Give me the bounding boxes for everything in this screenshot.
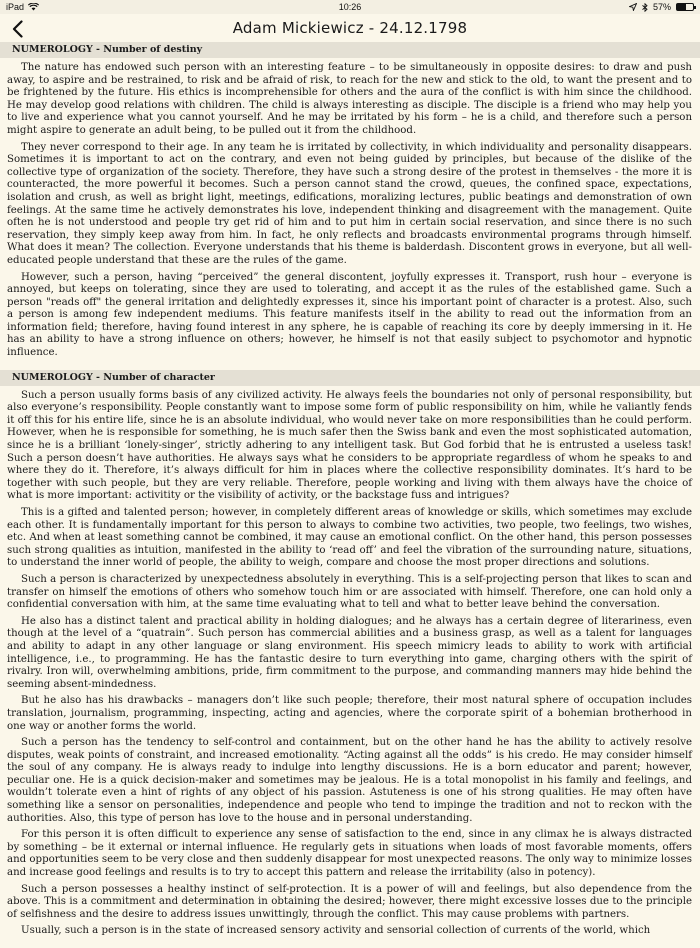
battery-percent: 57% bbox=[652, 2, 671, 12]
paragraph: However, such a person, having “perceived” the general discontent, joyfully expresses it. Transport, rush hour – everyone is annoyed, but keeps on tolerating, since they are used to tolerating, and accept it as the rules of the established game. Such a person "reads off" the general irritation and delightedly expresses it, since his important point of character is a protest. Also, such a person is among few independent mediums. This feature manifests itself in the ability to read out the information from an information field; therefore, having found interest in any sphere, he is capable of reaching its core by deeply immersing in it. He has an ability to have a strong influence on others; however, he himself is not that easily subject to psychomotor and hypnotic influence. bbox=[7, 271, 692, 359]
page-title: Adam Mickiewicz - 24.12.1798 bbox=[232, 19, 468, 37]
paragraph: They never correspond to their age. In any team he is irritated by collectivity, in which individuality and personality disappears. Sometimes it is important to act on the contrary, and even not being guided by principles, but because of the dislike of the collective type of organization of the society. Therefore, they have such a strong desire of the protest in themselves - the more it is counteracted, the more powerful it becomes. Such a person cannot stand the crowd, queues, the confined space, expectations, isolation and crush, as well as bright light, meetings, edifications, moralizing lectures, public beatings and demonstration of own feelings. At the same time he actively demonstrates his love, independent thinking and disagreement with the management. Quite often he is not understood and people try get rid of him and to put him in certain social reservation, and since there is no such reservation, they simply keep away from him. In fact, he only reflects and broadcasts environmental programs through himself. What does it mean? The collection. Everyone understands that his theme is balderdash. Discontent grows in everyone, but all well-educated people understand that these are the rules of the game. bbox=[7, 141, 692, 266]
bluetooth-icon bbox=[642, 3, 648, 12]
paragraph: Such a person usually forms basis of any civilized activity. He always feels the boundaries not only of personal responsibility, but also everyone’s responsibility. People constantly want to impose some form of public responsibility on him, while he valiantly fends it off this for his entire life, since he is an absolute individual, who would never take on more responsibilities than he could perform. However, when he is responsible for something, he is much safer then the Swiss bank and even the most sophisticated automation, since he is a brilliant ‘lonely-singer’, strictly adhering to any intelligent task. But God forbid that he is entrusted a useless task! Such a person doesn’t have authorities. He always says what he considers to be appropriate regardless of whom he speaks to and where they do it. Therefore, it’s always difficult for him in places where the collective responsibility dominates. It’s hard to be together with such people, but they are very reliable. Therefore, people working and living with them always have the choice of what is more important: activitity or the visibility of activity, or the backstage fuss and intrigues? bbox=[7, 389, 692, 502]
navigation-bar bbox=[0, 14, 700, 44]
paragraph: The nature has endowed such person with an interesting feature – to be simultaneously in opposite desires: to draw and push away, to aspire and be restrained, to risk and be afraid of risk, to reach for the new and stick to the old, to want the present and to be frightened by the future. His ethics is incomprehensible for others and the aura of the conflict is with him since the childhood. He may develop good relations with children. The child is always interesting as disciple. The disciple is a friend who may help you to live and experience what you cannot yourself. And he may be irritated by his form – he is a child, and therefore such a person might aspire to generate an adult being, to be pulled out it from the childhood. bbox=[7, 62, 692, 136]
paragraph: Usually, such a person is in the state of increased sensory activity and sensorial collection of currents of the world, which bbox=[21, 925, 651, 937]
paragraph: This is a gifted and talented person; however, in completely different areas of knowledge or skills, which sometimes may exclude each other. It is fundamentally important for this person to always to combine two activities, two people, two feelings, two wishes, etc. And when at least something cannot be combined, it may cause an emotional conflict. On the other hand, this person possesses such strong qualities as intuition, manifested in the ability to ‘read off’ and feel the vibration of the surrounding nature, situations, to understand the inner world of people, the ability to weigh, compare and choose the most proper directions and solutions. bbox=[7, 507, 692, 569]
status-bar bbox=[0, 0, 700, 14]
paragraph: Such a person is characterized by unexpectedness absolutely in everything. This is a self-projecting person that likes to scan and transfer on himself the emotions of others who somehow touch him or are associated with himself. Therefore, one can hold only a confidential conversation with him, at the same time evaluating what to tell and what to better leave behind the conversation. bbox=[7, 573, 692, 611]
paragraph: But he also has his drawbacks – managers don’t like such people; therefore, their most natural sphere of occupation includes translation, journalism, programming, inspecting, acting and agencies, where the corporate spirit of a bohemian brotherhood in one way or another forms the world. bbox=[7, 695, 692, 732]
section-body bbox=[0, 58, 700, 370]
section bbox=[0, 370, 700, 948]
status-right bbox=[629, 2, 694, 12]
paragraph: For this person it is often difficult to experience any sense of satisfaction to the end, since in any climax he is always distracted by something – be it external or internal influence. He regularly gets in situations when loads of most favorable moments, offers and opportunities seem to be very close and then suddenly disappear for most unexpected reasons. The only way to minimize losses and increase good feelings and results is to try to accept this pattern and release the irritability (also in potency). bbox=[7, 829, 692, 879]
reading-content[interactable] bbox=[0, 42, 700, 948]
paragraph: Such a person possesses a healthy instinct of self-protection. It is a power of will and feelings, but also dependence from the above. This is a commitment and determination in obtaining the desired; however, there might excessive losses due to the principle of selfishness and the desire to address issues unwittingly, through the conflict. This may cause problems with partners. bbox=[7, 883, 692, 920]
paragraph: He also has a distinct talent and practical ability in holding dialogues; and he always has a certain degree of literariness, even though at the level of a “quatrain”. Such person has commercial abilities and a business grasp, as well as a talent for languages and ability to adapt in any other language or slang environment. His speech mimicry leads to ability to work with artificial intelligence, i.e., to programming. He has the fantastic desire to turn everything into game, charging others with the spirit of rivalry. Iron will, overwhelming ambitions, pride, firm commitment to the purpose, and commanding manners may hide behind the seeming absent-mindedness. bbox=[7, 615, 692, 690]
battery-level bbox=[677, 4, 686, 10]
section-header: NUMEROLOGY - Number of character bbox=[0, 370, 700, 386]
device-label: iPad bbox=[6, 2, 25, 12]
location-icon bbox=[629, 3, 637, 11]
paragraph: Such a person has the tendency to self-control and containment, but on the other hand he has the ability to actively resolve disputes, weak points of constraint, and increased emotionality. “Acting against all the odds” is his credo. He may consider himself the soul of any company. He is always ready to indulge into lengthy discussions. He is a born educator and parent; however, peculiar one. He is a quick decision-maker and sometimes may be jealous. He is a total monopolist in his family and feelings, and wouldn’t tolerate even a hint of rights of any object of his passion. Astuteness is one of his strong qualities. He may often have something like a sensor on personalities, independence and people who tend to impinge the tradition and not to reckon with the authorities. Also, this type of person has love to the house and in personal understanding. bbox=[7, 737, 692, 824]
section-header: NUMEROLOGY - Number of destiny bbox=[0, 42, 700, 58]
battery-icon bbox=[676, 3, 694, 11]
section-body bbox=[0, 386, 700, 948]
section bbox=[0, 42, 700, 370]
status-time: 10:26 bbox=[338, 2, 362, 12]
